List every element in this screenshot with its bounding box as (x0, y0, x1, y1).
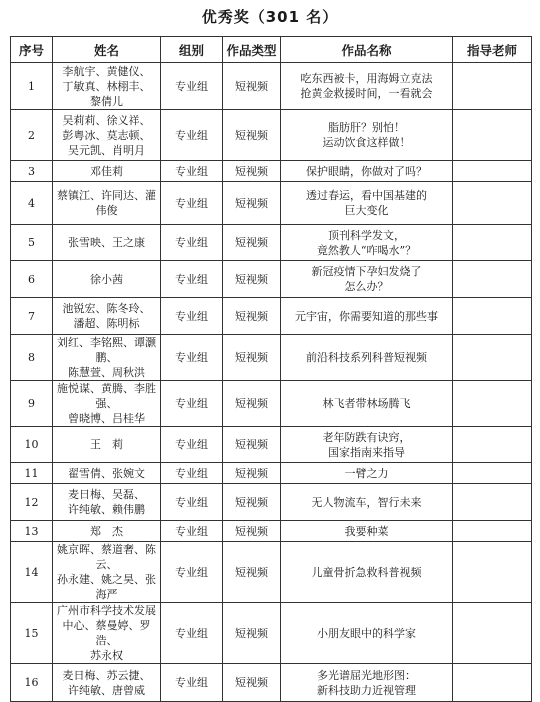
cell-teacher (453, 542, 532, 603)
cell-teacher (453, 225, 532, 261)
table-row (11, 63, 532, 110)
cell-type: 短视频 (223, 521, 281, 542)
cell-work: 儿童骨折急救科普视频 (281, 542, 453, 603)
cell-teacher (453, 298, 532, 335)
cell-group: 专业组 (161, 427, 223, 463)
table-row (11, 182, 532, 225)
cell-type: 短视频 (223, 427, 281, 463)
cell-name: 郑 杰 (53, 521, 161, 542)
cell-work: 林飞者带林场腾飞 (281, 381, 453, 427)
cell-name: 刘红、李铭熙、谭灏鹏、 陈慧萱、周秋洪 (53, 335, 161, 381)
cell-work: 吃东西被卡，用海姆立克法 抢黄金救援时间，一看就会 (281, 63, 453, 110)
cell-teacher (453, 335, 532, 381)
col-header-no: 序号 (11, 37, 53, 63)
cell-group: 专业组 (161, 335, 223, 381)
header-row (11, 37, 532, 63)
col-header-work: 作品名称 (281, 37, 453, 63)
cell-group: 专业组 (161, 603, 223, 664)
cell-name: 李航宇、黄健仪、 丁敏真、林栩丰、 黎倩儿 (53, 63, 161, 110)
cell-group: 专业组 (161, 521, 223, 542)
cell-name: 蔡镇江、许同达、灌伟俊 (53, 182, 161, 225)
table-row (11, 381, 532, 427)
col-header-group: 组别 (161, 37, 223, 63)
cell-group: 专业组 (161, 664, 223, 702)
cell-type: 短视频 (223, 161, 281, 182)
cell-name: 姚京晖、蔡道奢、陈云、 孙永建、姚之昊、张海严 (53, 542, 161, 603)
cell-group: 专业组 (161, 298, 223, 335)
cell-no: 3 (11, 161, 53, 182)
table-row (11, 664, 532, 702)
cell-no: 14 (11, 542, 53, 603)
cell-no: 15 (11, 603, 53, 664)
col-header-type: 作品类型 (223, 37, 281, 63)
cell-name: 麦日梅、吴磊、 许纯敏、赖伟鹏 (53, 484, 161, 521)
cell-name: 广州市科学技术发展 中心、蔡曼婷、罗浩、 苏永权 (53, 603, 161, 664)
cell-group: 专业组 (161, 463, 223, 484)
table-row (11, 484, 532, 521)
cell-group: 专业组 (161, 542, 223, 603)
cell-work: 小朋友眼中的科学家 (281, 603, 453, 664)
cell-no: 9 (11, 381, 53, 427)
cell-type: 短视频 (223, 225, 281, 261)
cell-name: 张雪映、王之康 (53, 225, 161, 261)
cell-no: 10 (11, 427, 53, 463)
cell-group: 专业组 (161, 484, 223, 521)
table-row (11, 335, 532, 381)
cell-group: 专业组 (161, 261, 223, 298)
cell-no: 7 (11, 298, 53, 335)
cell-teacher (453, 463, 532, 484)
cell-group: 专业组 (161, 225, 223, 261)
cell-teacher (453, 63, 532, 110)
cell-no: 6 (11, 261, 53, 298)
cell-name: 池锐宏、陈冬玲、 潘超、陈明标 (53, 298, 161, 335)
cell-type: 短视频 (223, 298, 281, 335)
cell-work: 顶刊科学发文， 竟然教人“咋喝水”？ (281, 225, 453, 261)
cell-no: 16 (11, 664, 53, 702)
cell-work: 多光谱屈光地形图： 新科技助力近视管理 (281, 664, 453, 702)
cell-work: 保护眼睛，你做对了吗？ (281, 161, 453, 182)
cell-group: 专业组 (161, 381, 223, 427)
cell-teacher (453, 161, 532, 182)
cell-no: 11 (11, 463, 53, 484)
cell-teacher (453, 484, 532, 521)
table-row (11, 161, 532, 182)
table-row (11, 542, 532, 603)
cell-work: 脂肪肝？别怕！ 运动饮食这样做！ (281, 110, 453, 161)
cell-type: 短视频 (223, 261, 281, 298)
cell-name: 翟雪倩、张婉文 (53, 463, 161, 484)
cell-type: 短视频 (223, 182, 281, 225)
cell-type: 短视频 (223, 381, 281, 427)
cell-group: 专业组 (161, 110, 223, 161)
cell-work: 老年防跌有诀窍， 国家指南来指导 (281, 427, 453, 463)
cell-type: 短视频 (223, 542, 281, 603)
cell-no: 12 (11, 484, 53, 521)
cell-no: 4 (11, 182, 53, 225)
cell-teacher (453, 381, 532, 427)
col-header-name: 姓名 (53, 37, 161, 63)
table-row (11, 110, 532, 161)
table-row (11, 521, 532, 542)
cell-teacher (453, 110, 532, 161)
cell-type: 短视频 (223, 603, 281, 664)
cell-work: 前沿科技系列科普短视频 (281, 335, 453, 381)
awards-table (10, 36, 532, 702)
cell-name: 徐小茜 (53, 261, 161, 298)
cell-no: 2 (11, 110, 53, 161)
cell-work: 我要种菜 (281, 521, 453, 542)
cell-teacher (453, 603, 532, 664)
cell-no: 5 (11, 225, 53, 261)
table-row (11, 225, 532, 261)
cell-work: 透过春运，看中国基建的 巨大变化 (281, 182, 453, 225)
cell-no: 1 (11, 63, 53, 110)
cell-teacher (453, 182, 532, 225)
cell-work: 元宇宙，你需要知道的那些事 (281, 298, 453, 335)
cell-type: 短视频 (223, 664, 281, 702)
page-title: 优秀奖（301 名） (201, 8, 339, 26)
table-row (11, 463, 532, 484)
cell-no: 13 (11, 521, 53, 542)
cell-teacher (453, 521, 532, 542)
table-row (11, 427, 532, 463)
cell-teacher (453, 261, 532, 298)
cell-name: 吴莉莉、徐义祥、 彭粤冰、莫志顿、 吴元凯、肖明月 (53, 110, 161, 161)
cell-type: 短视频 (223, 63, 281, 110)
cell-type: 短视频 (223, 335, 281, 381)
cell-no: 8 (11, 335, 53, 381)
table-row (11, 603, 532, 664)
table-row (11, 298, 532, 335)
cell-group: 专业组 (161, 161, 223, 182)
cell-type: 短视频 (223, 484, 281, 521)
cell-group: 专业组 (161, 63, 223, 110)
cell-work: 新冠疫情下孕妇发烧了 怎么办？ (281, 261, 453, 298)
cell-type: 短视频 (223, 463, 281, 484)
cell-name: 邓佳莉 (53, 161, 161, 182)
cell-work: 一臂之力 (281, 463, 453, 484)
cell-group: 专业组 (161, 182, 223, 225)
col-header-teacher: 指导老师 (453, 37, 532, 63)
cell-name: 麦日梅、苏云捷、 许纯敏、唐曾威 (53, 664, 161, 702)
table-row (11, 261, 532, 298)
cell-teacher (453, 427, 532, 463)
cell-type: 短视频 (223, 110, 281, 161)
cell-name: 王 莉 (53, 427, 161, 463)
cell-name: 施悦谋、黄腾、李胜强、 曾晓博、吕桂华 (53, 381, 161, 427)
cell-teacher (453, 664, 532, 702)
cell-work: 无人物流车，智行未来 (281, 484, 453, 521)
